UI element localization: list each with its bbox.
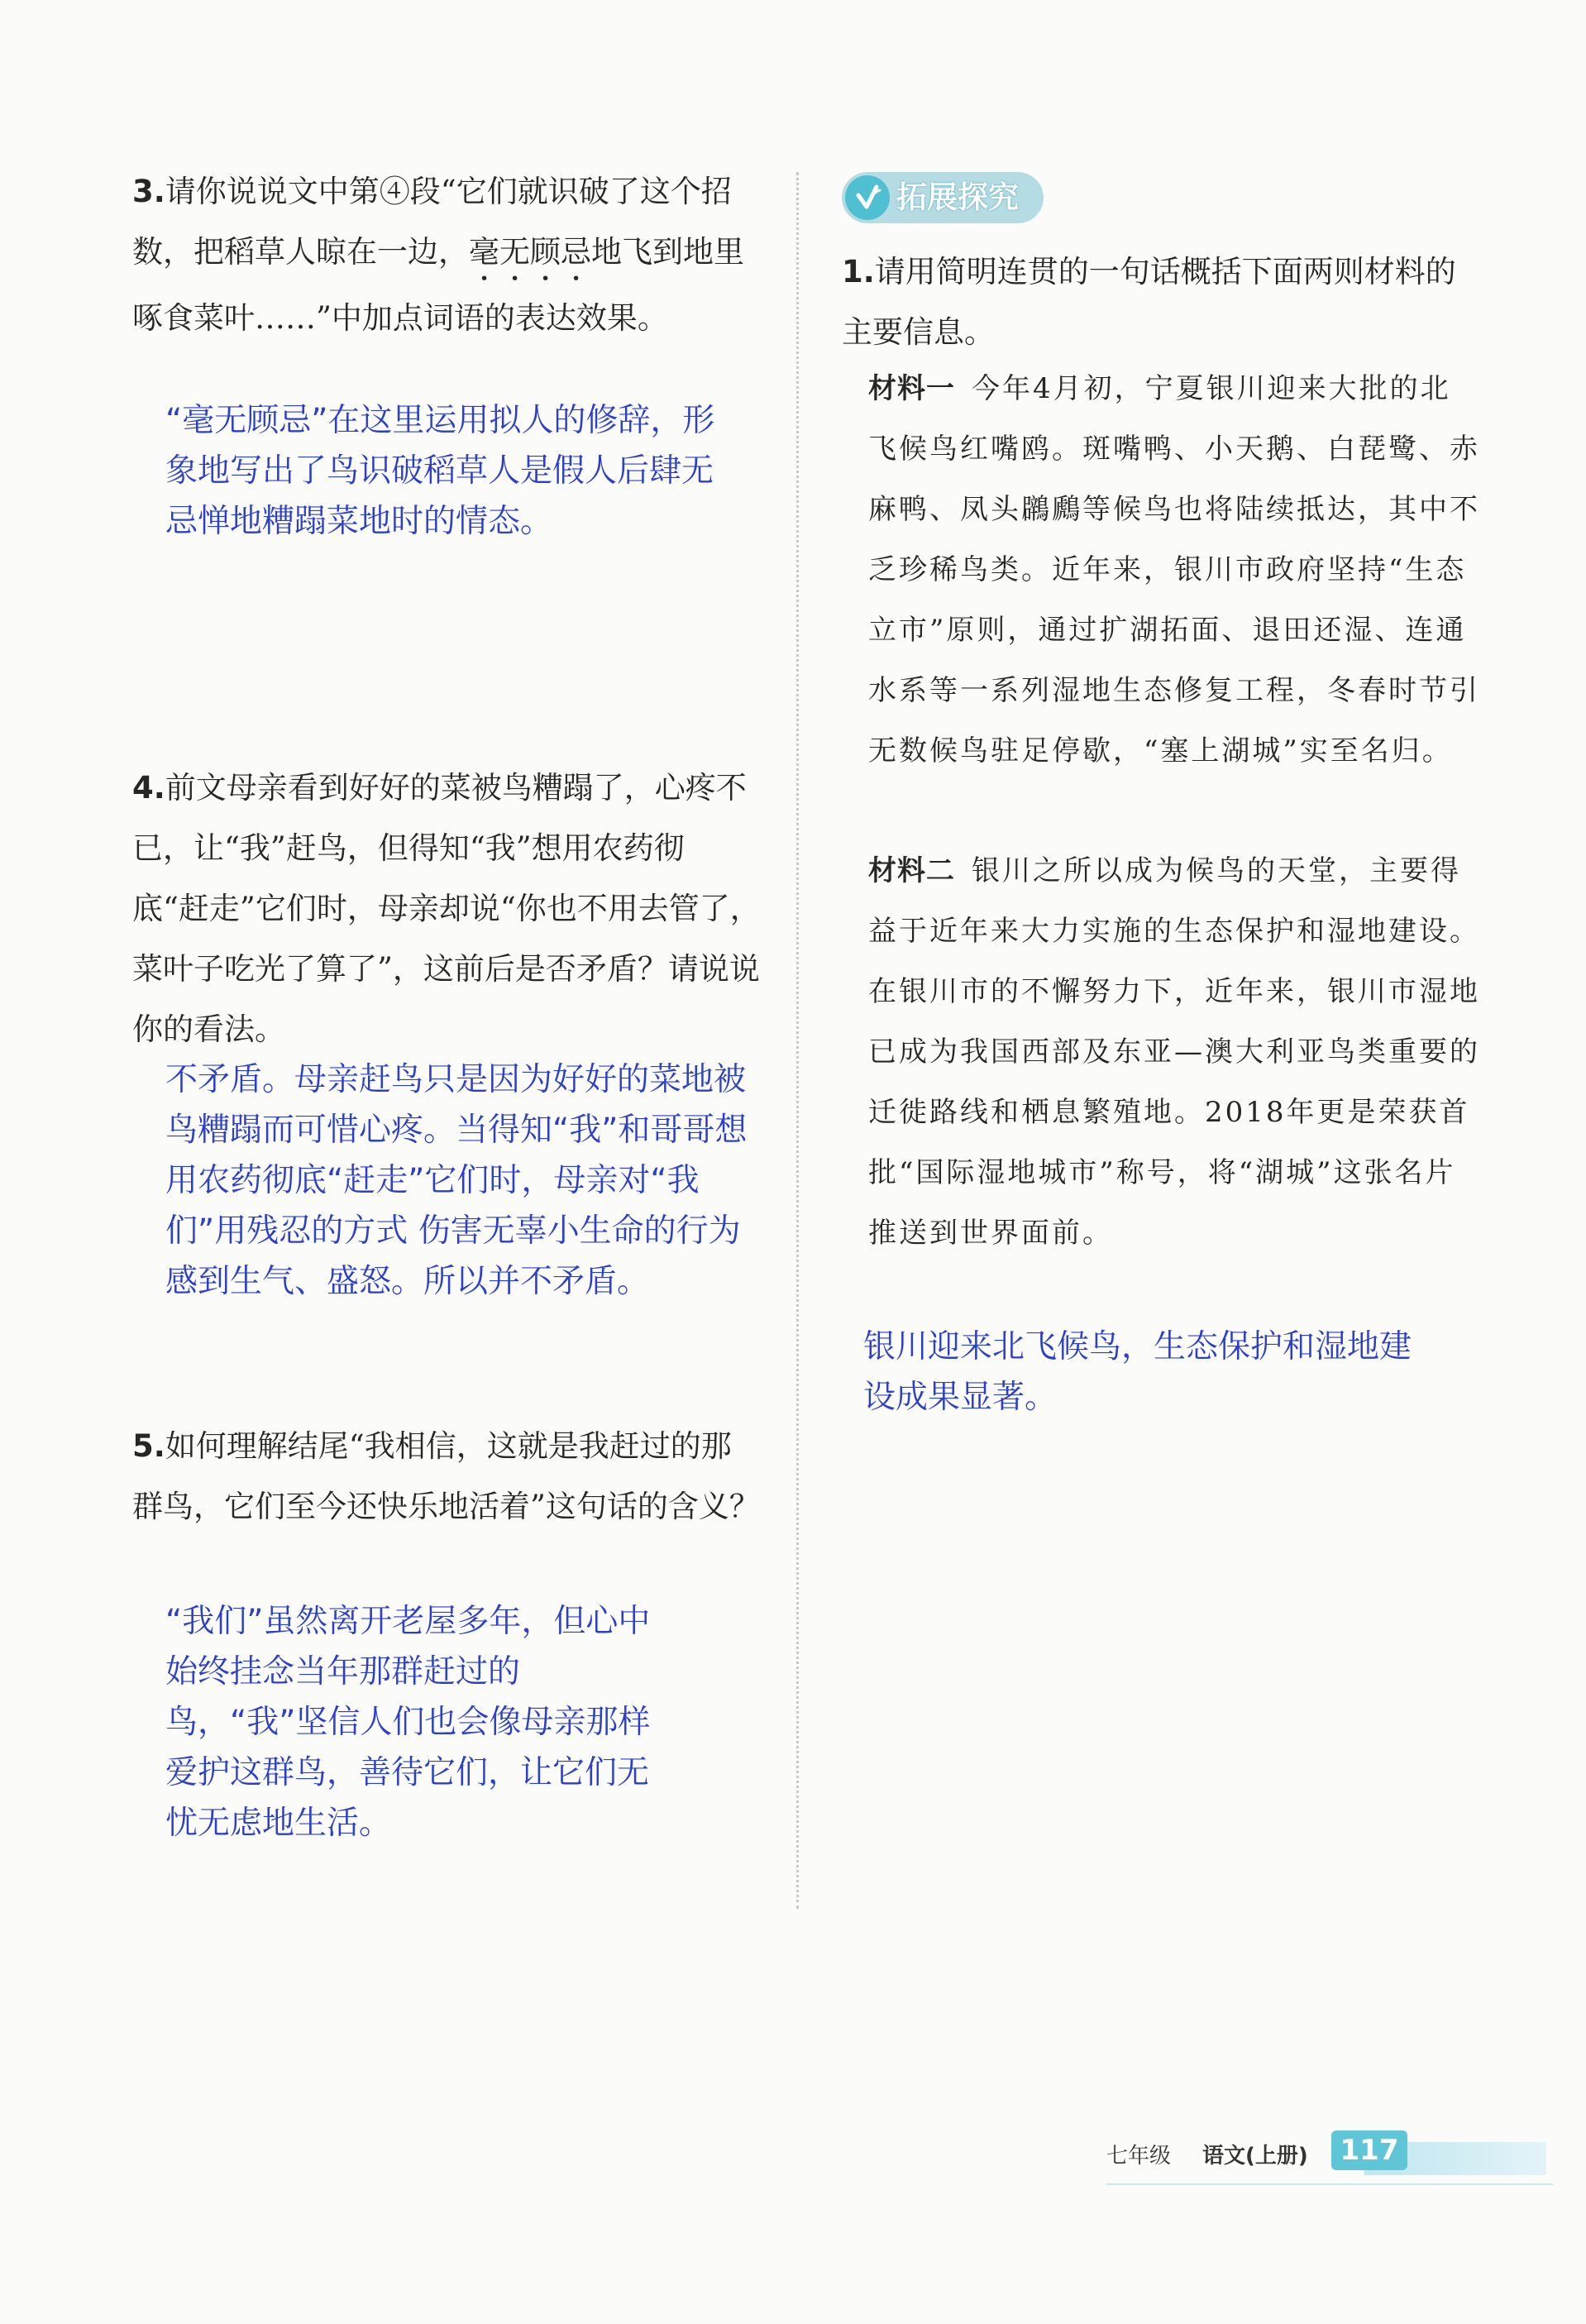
answer-5: “我们”虽然离开老屋多年，但心中始终挂念当年那群赶过的鸟，“我”坚信人们也会像母亲那样爱护这群鸟，善待它们，让它们无忧无虑地生活。 [165, 1603, 651, 1842]
question-1 [842, 241, 1470, 362]
question-text: 请用简明连贯的一句话概括下面两则材料的主要信息。 [842, 254, 1456, 350]
question-number: 1. [842, 254, 875, 289]
emphasized-phrase: 毫无顾忌 [469, 234, 591, 270]
material-tag: 材料一 [868, 372, 955, 405]
question-text: 请你说说文中第④段“它们就识破了这个招数，把稻草人晾在一边， [132, 174, 732, 270]
page-number: 117 [1331, 2130, 1407, 2170]
question-text-end: 地飞到地里啄食菜叶……”中加点词语的表达效果。 [132, 234, 744, 336]
footer-rule [1106, 2183, 1553, 2185]
question-3 [132, 161, 761, 348]
question-4 [132, 758, 761, 1059]
material-1 [868, 359, 1480, 782]
page-footer [1106, 2134, 1553, 2175]
column-divider [796, 172, 799, 1909]
material-tag: 材料二 [868, 854, 955, 887]
question-text: 前文母亲看到好好的菜被鸟糟蹋了，心疼不已，让“我”赶鸟，但得知“我”想用农药彻底“赶走”它们时，母亲却说“你也不用去管了，菜叶子吃光了算了”，这前后是否矛盾？请说说你的看法。 [132, 770, 761, 1047]
section-badge [842, 172, 1044, 223]
answer-4: 不矛盾。母亲赶鸟只是因为好好的菜地被鸟糟蹋而可惜心疼。当得知“我”和哥哥想用农药彻底“赶走”它们时，母亲对“我们”用残忍的方式 伤害无辜小生命的行为感到生气、盛怒。所以并不矛盾。 [165, 1061, 748, 1300]
answer-3: “毫无顾忌”在这里运用拟人的修辞，形象地写出了鸟识破稻草人是假人后肆无忌惮地糟蹋菜地时的情态。 [165, 402, 715, 540]
answer-1: 银川迎来北飞候鸟，生态保护和湿地建设成果显著。 [863, 1328, 1412, 1416]
material-text: 今年4月初，宁夏银川迎来大批的北飞候鸟红嘴鸥。斑嘴鸭、小天鹅、白琵鹭、赤麻鸭、凤头鸊鷉等候鸟也将陆续抵达，其中不乏珍稀鸟类。近年来，银川市政府坚持“生态立市”原则，通过扩湖拓面、退田还湿、连通水系等一系列湿地生态修复工程，冬春时节引无数候鸟驻足停歇，“塞上湖城”实至名归。 [868, 372, 1480, 767]
material-2 [868, 841, 1480, 1264]
grade-label: 七年级 [1106, 2144, 1172, 2169]
leaf-check-icon [845, 175, 890, 220]
section-title: 拓展探究 [896, 179, 1019, 215]
material-text: 银川之所以成为候鸟的天堂，主要得益于近年来大力实施的生态保护和湿地建设。在银川市的不懈努力下，近年来，银川市湿地已成为我国西部及东亚—澳大利亚鸟类重要的迁徙路线和栖息繁殖地。2018年更是荣获首批“国际湿地城市”称号，将“湖城”这张名片推送到世界面前。 [868, 854, 1480, 1250]
question-text: 如何理解结尾“我相信，这就是我赶过的那群鸟，它们至今还快乐地活着”这句话的含义？ [132, 1428, 760, 1524]
subject-label: 语文(上册) [1202, 2144, 1308, 2169]
question-number: 4. [132, 770, 165, 806]
question-number: 3. [132, 174, 165, 209]
question-number: 5. [132, 1428, 165, 1464]
question-5 [132, 1416, 761, 1537]
